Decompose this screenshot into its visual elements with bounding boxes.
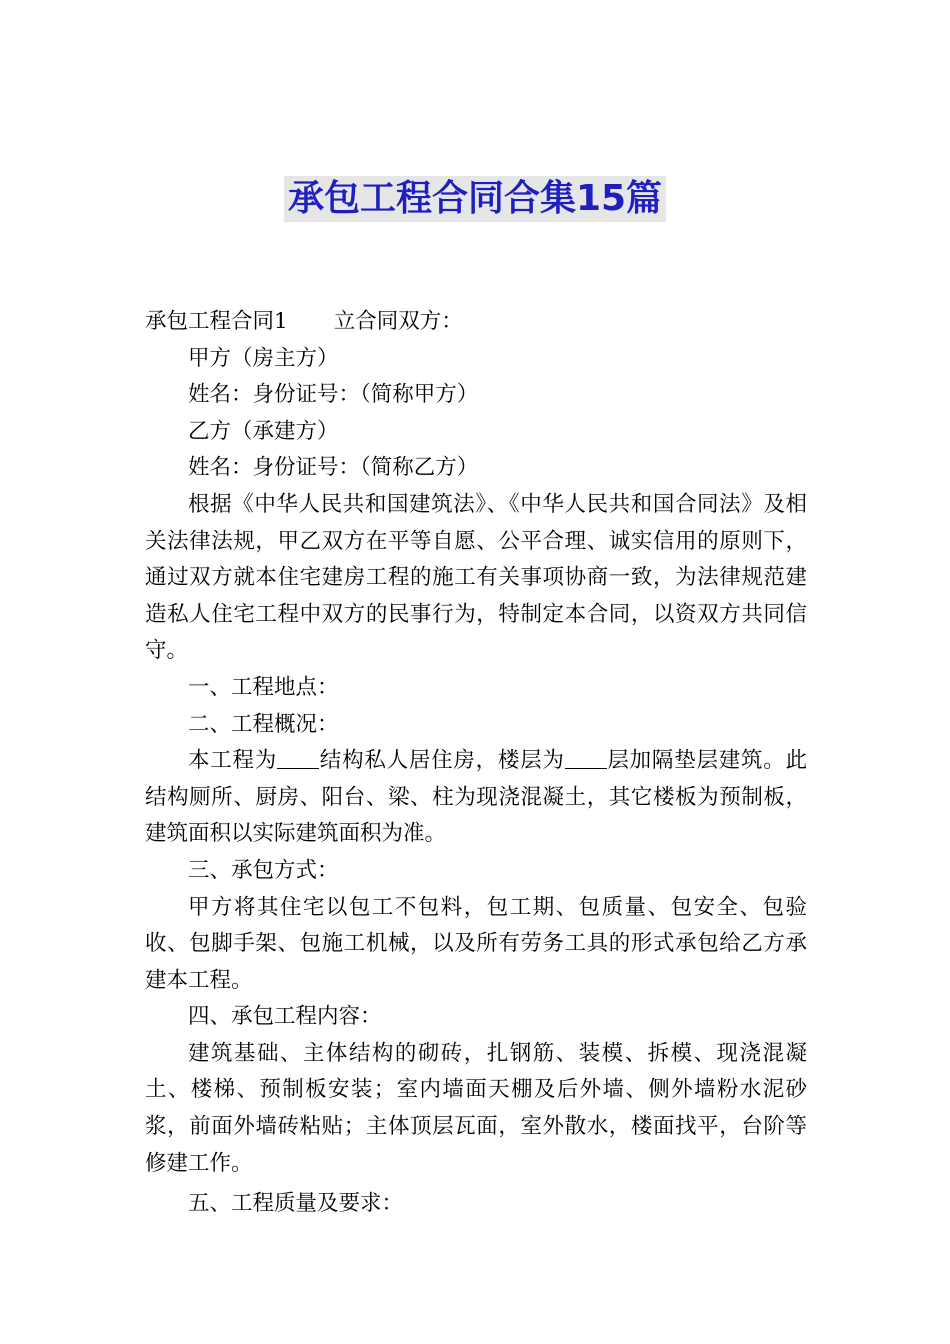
- title-container: [0, 176, 950, 222]
- work-content-paragraph: 建筑基础、主体结构的砌砖，扎钢筋、装模、拆模、现浇混凝土、楼梯、预制板安装；室内墙面天棚及后外墙、侧外墙粉水泥砂浆，前面外墙砖粘贴；主体顶层瓦面，室外散水，楼面找平，台阶等修建工作。: [145, 1040, 807, 1176]
- section-heading-location: 一、工程地点：: [188, 674, 339, 700]
- section-heading-overview: 二、工程概况：: [188, 711, 339, 737]
- party-a-line: 甲方（房主方）: [188, 345, 339, 371]
- party-a-info-line: 姓名：身份证号：（简称甲方）: [188, 382, 479, 408]
- section-heading-quality: 五、工程质量及要求：: [188, 1191, 404, 1217]
- party-b-info-line: 姓名：身份证号：（简称乙方）: [188, 455, 479, 481]
- document-title: 承包工程合同合集15篇: [284, 176, 666, 222]
- blank-structure-type: [277, 750, 319, 769]
- document-body: [145, 304, 807, 1223]
- party-b-line: 乙方（承建方）: [188, 418, 339, 444]
- section-heading-contract-method: 三、承包方式：: [188, 857, 339, 883]
- section-heading-work-content: 四、承包工程内容：: [188, 1004, 382, 1030]
- blank-floor-count: [565, 750, 607, 769]
- preamble-paragraph: 根据《中华人民共和国建筑法》、《中华人民共和国合同法》及相关法律法规，甲乙双方在平等自愿、公平合理、诚实信用的原则下，通过双方就本住宅建房工程的施工有关事项协商一致，为法律规范建造私人住宅工程中双方的民事行为，特制定本合同，以资双方共同信守。: [145, 491, 807, 664]
- contract-number-label: 承包工程合同1: [145, 309, 288, 334]
- parties-label: 立合同双方：: [333, 309, 463, 334]
- heading-line: [145, 304, 807, 341]
- contract-method-paragraph: 甲方将其住宅以包工不包料，包工期、包质量、包安全、包验收、包脚手架、包施工机械，以及所有劳务工具的形式承包给乙方承建本工程。: [145, 894, 807, 993]
- overview-paragraph: 本工程为 结构私人居住房，楼层为 层加隔垫层建筑。此结构厕所、厨房、阳台、梁、柱为现浇混凝土，其它楼板为预制板，建筑面积以实际建筑面积为准。: [145, 748, 807, 847]
